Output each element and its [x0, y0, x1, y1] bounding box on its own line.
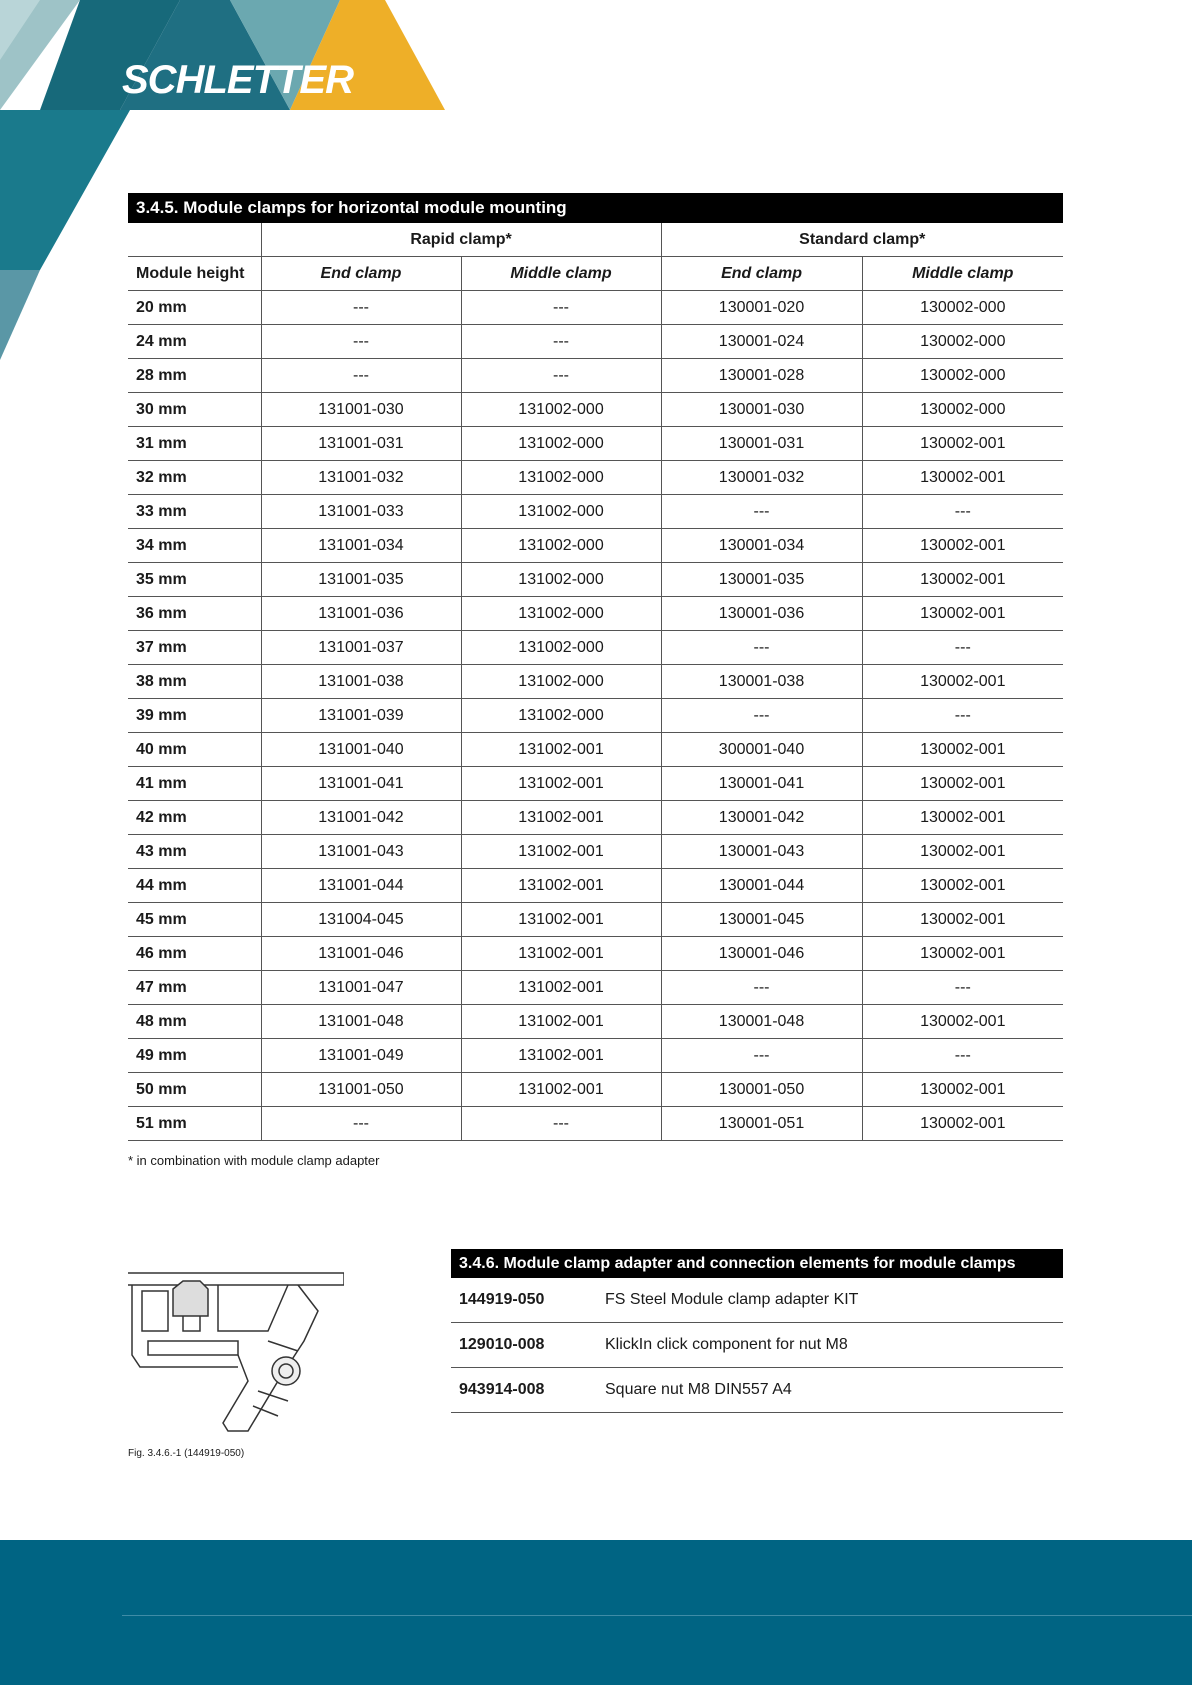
cell-module-height: 44 mm — [128, 869, 261, 903]
cell-standard-middle: 130002-001 — [862, 937, 1063, 971]
cell-standard-middle: 130002-001 — [862, 835, 1063, 869]
clamps-footnote: * in combination with module clamp adapter — [128, 1153, 380, 1168]
cell-standard-end: 130001-041 — [661, 767, 862, 801]
cell-standard-middle: --- — [862, 699, 1063, 733]
cell-module-height: 39 mm — [128, 699, 261, 733]
cell-rapid-end: 131001-048 — [261, 1005, 461, 1039]
cell-module-height: 20 mm — [128, 291, 261, 325]
cell-rapid-middle: 131002-001 — [461, 971, 661, 1005]
cell-module-height: 33 mm — [128, 495, 261, 529]
cell-rapid-end: 131001-046 — [261, 937, 461, 971]
cell-module-height: 50 mm — [128, 1073, 261, 1107]
cell-standard-end: 130001-020 — [661, 291, 862, 325]
cell-rapid-end: 131001-043 — [261, 835, 461, 869]
cell-rapid-middle: 131002-001 — [461, 869, 661, 903]
table-row — [128, 393, 1063, 427]
cell-rapid-middle: 131002-001 — [461, 835, 661, 869]
cell-rapid-middle: 131002-000 — [461, 631, 661, 665]
col-standard-end-clamp: End clamp — [661, 257, 862, 291]
cell-module-height: 41 mm — [128, 767, 261, 801]
list-item — [451, 1323, 1063, 1368]
cell-rapid-end: 131004-045 — [261, 903, 461, 937]
table-row — [128, 325, 1063, 359]
table-row — [128, 597, 1063, 631]
cell-standard-middle: 130002-000 — [862, 291, 1063, 325]
group-header-row — [128, 223, 1063, 257]
cell-module-height: 48 mm — [128, 1005, 261, 1039]
cell-rapid-end: --- — [261, 1107, 461, 1141]
cell-rapid-end: 131001-040 — [261, 733, 461, 767]
table-row — [128, 903, 1063, 937]
cell-standard-middle: --- — [862, 495, 1063, 529]
cell-standard-end: 130001-034 — [661, 529, 862, 563]
cell-rapid-end: 131001-036 — [261, 597, 461, 631]
cell-module-height: 51 mm — [128, 1107, 261, 1141]
col-rapid-end-clamp: End clamp — [261, 257, 461, 291]
cell-standard-middle: 130002-001 — [862, 1107, 1063, 1141]
list-item — [451, 1368, 1063, 1413]
cell-standard-middle: 130002-001 — [862, 597, 1063, 631]
cell-module-height: 43 mm — [128, 835, 261, 869]
cell-rapid-middle: --- — [461, 359, 661, 393]
cell-rapid-end: 131001-039 — [261, 699, 461, 733]
cell-rapid-middle: 131002-000 — [461, 699, 661, 733]
table-row — [128, 359, 1063, 393]
cell-rapid-end: 131001-034 — [261, 529, 461, 563]
cell-standard-end: --- — [661, 699, 862, 733]
cell-rapid-end: 131001-035 — [261, 563, 461, 597]
table-row — [128, 631, 1063, 665]
adapter-title: 3.4.6. Module clamp adapter and connection elements for module clamps — [451, 1249, 1063, 1278]
page-footer — [0, 1540, 1192, 1685]
cell-standard-end: 130001-028 — [661, 359, 862, 393]
table-row — [128, 937, 1063, 971]
cell-rapid-end: 131001-042 — [261, 801, 461, 835]
table-row — [128, 733, 1063, 767]
cell-standard-middle: 130002-001 — [862, 461, 1063, 495]
cell-module-height: 34 mm — [128, 529, 261, 563]
clamp-adapter-figure — [128, 1271, 344, 1434]
cell-module-height: 47 mm — [128, 971, 261, 1005]
cell-module-height: 38 mm — [128, 665, 261, 699]
cell-standard-end: 130001-030 — [661, 393, 862, 427]
cell-standard-middle: 130002-001 — [862, 767, 1063, 801]
cell-rapid-end: 131001-044 — [261, 869, 461, 903]
cell-rapid-middle: --- — [461, 291, 661, 325]
cell-rapid-end: --- — [261, 359, 461, 393]
adapter-section — [451, 1249, 1063, 1413]
cell-module-height: 37 mm — [128, 631, 261, 665]
cell-module-height: 45 mm — [128, 903, 261, 937]
cell-rapid-end: --- — [261, 325, 461, 359]
cell-standard-end: 130001-031 — [661, 427, 862, 461]
cell-module-height: 30 mm — [128, 393, 261, 427]
cell-rapid-middle: 131002-000 — [461, 597, 661, 631]
cell-standard-end: --- — [661, 971, 862, 1005]
part-number: 129010-008 — [459, 1336, 545, 1353]
table-row — [128, 427, 1063, 461]
cell-rapid-end: 131001-031 — [261, 427, 461, 461]
cell-standard-end: 130001-042 — [661, 801, 862, 835]
cell-standard-end: 130001-045 — [661, 903, 862, 937]
cell-rapid-end: 131001-047 — [261, 971, 461, 1005]
cell-standard-middle: 130002-001 — [862, 529, 1063, 563]
cell-rapid-middle: 131002-001 — [461, 767, 661, 801]
cell-module-height: 32 mm — [128, 461, 261, 495]
table-row — [128, 495, 1063, 529]
col-module-height: Module height — [128, 257, 261, 291]
table-row — [128, 971, 1063, 1005]
cell-rapid-end: 131001-041 — [261, 767, 461, 801]
cell-rapid-middle: --- — [461, 1107, 661, 1141]
cell-rapid-end: 131001-049 — [261, 1039, 461, 1073]
brand-logo: SCHLETTER — [122, 58, 353, 102]
cell-standard-end: 130001-051 — [661, 1107, 862, 1141]
cell-rapid-middle: 131002-000 — [461, 427, 661, 461]
clamp-rows — [128, 291, 1063, 1141]
cell-rapid-end: 131001-050 — [261, 1073, 461, 1107]
cell-rapid-middle: --- — [461, 325, 661, 359]
column-header-row — [128, 257, 1063, 291]
cell-rapid-middle: 131002-001 — [461, 1073, 661, 1107]
cell-rapid-end: 131001-037 — [261, 631, 461, 665]
cell-rapid-middle: 131002-000 — [461, 495, 661, 529]
cell-module-height: 46 mm — [128, 937, 261, 971]
cell-standard-middle: 130002-001 — [862, 1005, 1063, 1039]
cell-module-height: 40 mm — [128, 733, 261, 767]
col-rapid-middle-clamp: Middle clamp — [461, 257, 661, 291]
table-row — [128, 291, 1063, 325]
cell-standard-middle: 130002-001 — [862, 903, 1063, 937]
cell-module-height: 35 mm — [128, 563, 261, 597]
table-row — [128, 461, 1063, 495]
cell-rapid-end: --- — [261, 291, 461, 325]
table-row — [128, 563, 1063, 597]
cell-standard-middle: 130002-001 — [862, 665, 1063, 699]
cell-rapid-middle: 131002-001 — [461, 937, 661, 971]
cell-standard-end: 130001-035 — [661, 563, 862, 597]
table-row — [128, 801, 1063, 835]
module-clamps-table — [128, 223, 1063, 1141]
cell-standard-end: 130001-044 — [661, 869, 862, 903]
part-number: 943914-008 — [459, 1381, 545, 1398]
figure-caption: Fig. 3.4.6.-1 (144919-050) — [128, 1448, 245, 1459]
cell-standard-end: 130001-024 — [661, 325, 862, 359]
table-row — [128, 869, 1063, 903]
cell-module-height: 31 mm — [128, 427, 261, 461]
group-standard-clamp: Standard clamp* — [661, 223, 1063, 257]
cell-standard-end: 130001-038 — [661, 665, 862, 699]
cell-module-height: 49 mm — [128, 1039, 261, 1073]
table-row — [128, 835, 1063, 869]
cell-standard-end: 130001-050 — [661, 1073, 862, 1107]
cell-standard-middle: 130002-000 — [862, 325, 1063, 359]
cell-standard-end: 300001-040 — [661, 733, 862, 767]
cell-standard-middle: 130002-000 — [862, 359, 1063, 393]
cell-standard-end: 130001-032 — [661, 461, 862, 495]
cell-standard-middle: 130002-001 — [862, 563, 1063, 597]
table-row — [128, 699, 1063, 733]
cell-standard-middle: 130002-001 — [862, 733, 1063, 767]
table-row — [128, 767, 1063, 801]
module-clamps-title: 3.4.5. Module clamps for horizontal module mounting — [128, 193, 1063, 223]
cell-rapid-middle: 131002-000 — [461, 393, 661, 427]
cell-rapid-middle: 131002-000 — [461, 529, 661, 563]
cell-standard-middle: 130002-000 — [862, 393, 1063, 427]
table-row — [128, 1005, 1063, 1039]
cell-rapid-middle: 131002-000 — [461, 563, 661, 597]
cell-rapid-middle: 131002-001 — [461, 903, 661, 937]
cell-rapid-end: 131001-032 — [261, 461, 461, 495]
cell-standard-end: --- — [661, 631, 862, 665]
cell-rapid-end: 131001-038 — [261, 665, 461, 699]
cell-standard-end: 130001-048 — [661, 1005, 862, 1039]
cell-rapid-middle: 131002-001 — [461, 1039, 661, 1073]
table-row — [128, 1039, 1063, 1073]
cell-standard-middle: --- — [862, 631, 1063, 665]
cell-module-height: 24 mm — [128, 325, 261, 359]
cell-module-height: 28 mm — [128, 359, 261, 393]
cell-standard-middle: --- — [862, 971, 1063, 1005]
cell-standard-end: 130001-046 — [661, 937, 862, 971]
footer-divider — [122, 1615, 1192, 1616]
cell-standard-middle: 130002-001 — [862, 427, 1063, 461]
cell-rapid-middle: 131002-000 — [461, 461, 661, 495]
module-clamps-section — [128, 193, 1063, 1141]
col-standard-middle-clamp: Middle clamp — [862, 257, 1063, 291]
part-description: KlickIn click component for nut M8 — [605, 1336, 848, 1353]
table-row — [128, 1073, 1063, 1107]
group-rapid-clamp: Rapid clamp* — [261, 223, 661, 257]
cell-standard-end: --- — [661, 1039, 862, 1073]
cell-rapid-middle: 131002-001 — [461, 733, 661, 767]
cell-module-height: 36 mm — [128, 597, 261, 631]
cell-module-height: 42 mm — [128, 801, 261, 835]
cell-rapid-end: 131001-030 — [261, 393, 461, 427]
cell-standard-end: 130001-036 — [661, 597, 862, 631]
table-row — [128, 529, 1063, 563]
cell-standard-middle: 130002-001 — [862, 1073, 1063, 1107]
cell-standard-end: --- — [661, 495, 862, 529]
cell-rapid-middle: 131002-001 — [461, 1005, 661, 1039]
part-description: Square nut M8 DIN557 A4 — [605, 1381, 792, 1398]
cell-rapid-end: 131001-033 — [261, 495, 461, 529]
cell-standard-middle: 130002-001 — [862, 869, 1063, 903]
table-row — [128, 1107, 1063, 1141]
cell-rapid-middle: 131002-001 — [461, 801, 661, 835]
part-description: FS Steel Module clamp adapter KIT — [605, 1291, 859, 1308]
cell-standard-middle: 130002-001 — [862, 801, 1063, 835]
list-item — [451, 1278, 1063, 1323]
cell-rapid-middle: 131002-000 — [461, 665, 661, 699]
cell-standard-middle: --- — [862, 1039, 1063, 1073]
cell-standard-end: 130001-043 — [661, 835, 862, 869]
part-number: 144919-050 — [459, 1291, 545, 1308]
table-row — [128, 665, 1063, 699]
